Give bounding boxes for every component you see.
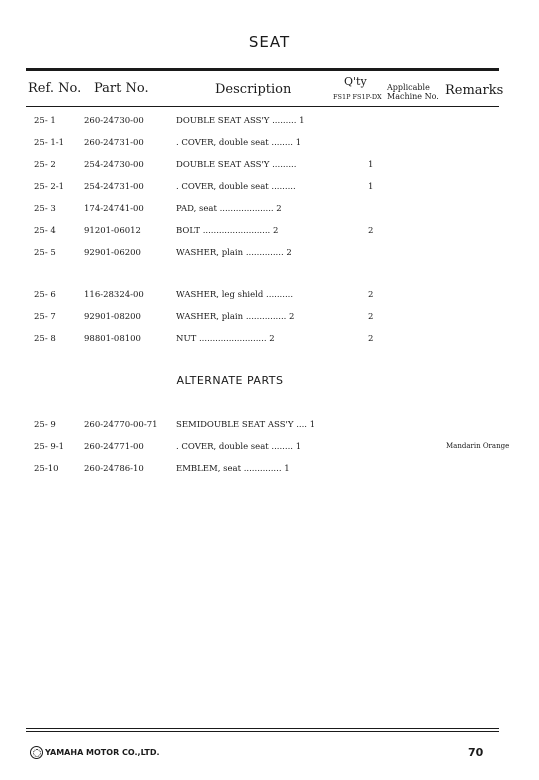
ref-cell: 25- 8 <box>34 334 56 344</box>
qty-cell: 2 <box>368 290 374 300</box>
description-cell: . COVER, double seat ......... <box>176 182 296 192</box>
header-applicable: Applicable <box>387 83 430 92</box>
description-cell: BOLT ......................... 2 <box>176 226 279 236</box>
footer-rule-2 <box>26 731 499 732</box>
table-row <box>0 204 539 222</box>
qty-cell: 2 <box>368 226 374 236</box>
ref-cell: 25- 5 <box>34 248 56 258</box>
ref-cell: 25- 9 <box>34 420 56 430</box>
header-remarks: Remarks <box>445 83 504 98</box>
ref-cell: 25- 7 <box>34 312 56 322</box>
table-row <box>0 312 539 330</box>
part-number-cell: 260-24771-00 <box>84 442 144 452</box>
part-number-cell: 260-24731-00 <box>84 138 144 148</box>
ref-cell: 25- 6 <box>34 290 56 300</box>
remarks-cell: Mandarin Orange <box>446 442 510 450</box>
part-number-cell: 174-24741-00 <box>84 204 144 214</box>
table-row <box>0 138 539 156</box>
qty-cell: 2 <box>368 334 374 344</box>
header-rule-bottom <box>26 106 499 107</box>
header-machine-no: Machine No. <box>387 92 439 101</box>
table-row <box>0 290 539 308</box>
footer-company <box>30 746 160 759</box>
description-cell: DOUBLE SEAT ASS'Y ......... <box>176 160 297 170</box>
footer-rule-1 <box>26 728 499 729</box>
table-row <box>0 334 539 352</box>
page-title: SEAT <box>248 33 291 51</box>
ref-cell: 25- 2 <box>34 160 56 170</box>
part-number-cell: 91201-06012 <box>84 226 141 236</box>
qty-cell: 2 <box>368 312 374 322</box>
ref-cell: 25- 1-1 <box>34 138 65 148</box>
table-row <box>0 442 539 460</box>
description-cell: . COVER, double seat ........ 1 <box>176 442 302 452</box>
header-description: Description <box>215 82 292 97</box>
header-part: Part No. <box>94 81 149 96</box>
header-ref: Ref. No. <box>28 81 82 96</box>
description-cell: DOUBLE SEAT ASS'Y ......... 1 <box>176 116 305 126</box>
description-cell: PAD, seat .................... 2 <box>176 204 282 214</box>
description-cell: EMBLEM, seat .............. 1 <box>176 464 290 474</box>
table-row <box>0 248 539 266</box>
part-number-cell: 260-24786-10 <box>84 464 144 474</box>
description-cell: WASHER, leg shield .......... <box>176 290 294 300</box>
ref-cell: 25- 1 <box>34 116 56 126</box>
part-number-cell: 260-24730-00 <box>84 116 144 126</box>
description-cell: WASHER, plain .............. 2 <box>176 248 292 258</box>
description-cell: WASHER, plain ............... 2 <box>176 312 295 322</box>
qty-cell: 1 <box>368 182 374 192</box>
table-row <box>0 464 539 482</box>
description-cell: . COVER, double seat ........ 1 <box>176 138 302 148</box>
ref-cell: 25- 4 <box>34 226 56 236</box>
ref-cell: 25-10 <box>34 464 59 474</box>
header-rule-top <box>26 68 499 71</box>
description-cell: SEMIDOUBLE SEAT ASS'Y .... 1 <box>176 420 316 430</box>
page-number: 70 <box>468 746 484 759</box>
header-qty-models: FS1P FS1P-DX <box>333 93 382 101</box>
table-row <box>0 226 539 244</box>
qty-cell: 1 <box>368 160 374 170</box>
part-number-cell: 254-24730-00 <box>84 160 144 170</box>
table-row <box>0 420 539 438</box>
ref-cell: 25- 9-1 <box>34 442 65 452</box>
part-number-cell: 92901-08200 <box>84 312 141 322</box>
ref-cell: 25- 3 <box>34 204 56 214</box>
part-number-cell: 92901-06200 <box>84 248 141 258</box>
table-row <box>0 160 539 178</box>
table-row <box>0 182 539 200</box>
table-row <box>0 116 539 134</box>
yamaha-logo-icon <box>30 746 43 759</box>
part-number-cell: 116-28324-00 <box>84 290 144 300</box>
part-number-cell: 254-24731-00 <box>84 182 144 192</box>
part-number-cell: 98801-08100 <box>84 334 141 344</box>
header-qty: Q'ty <box>344 75 367 88</box>
section-title-alternate: ALTERNATE PARTS <box>176 374 284 387</box>
description-cell: NUT ......................... 2 <box>176 334 275 344</box>
part-number-cell: 260-24770-00-71 <box>84 420 158 430</box>
ref-cell: 25- 2-1 <box>34 182 65 192</box>
footer-company-name: YAMAHA MOTOR CO.,LTD. <box>45 748 160 757</box>
